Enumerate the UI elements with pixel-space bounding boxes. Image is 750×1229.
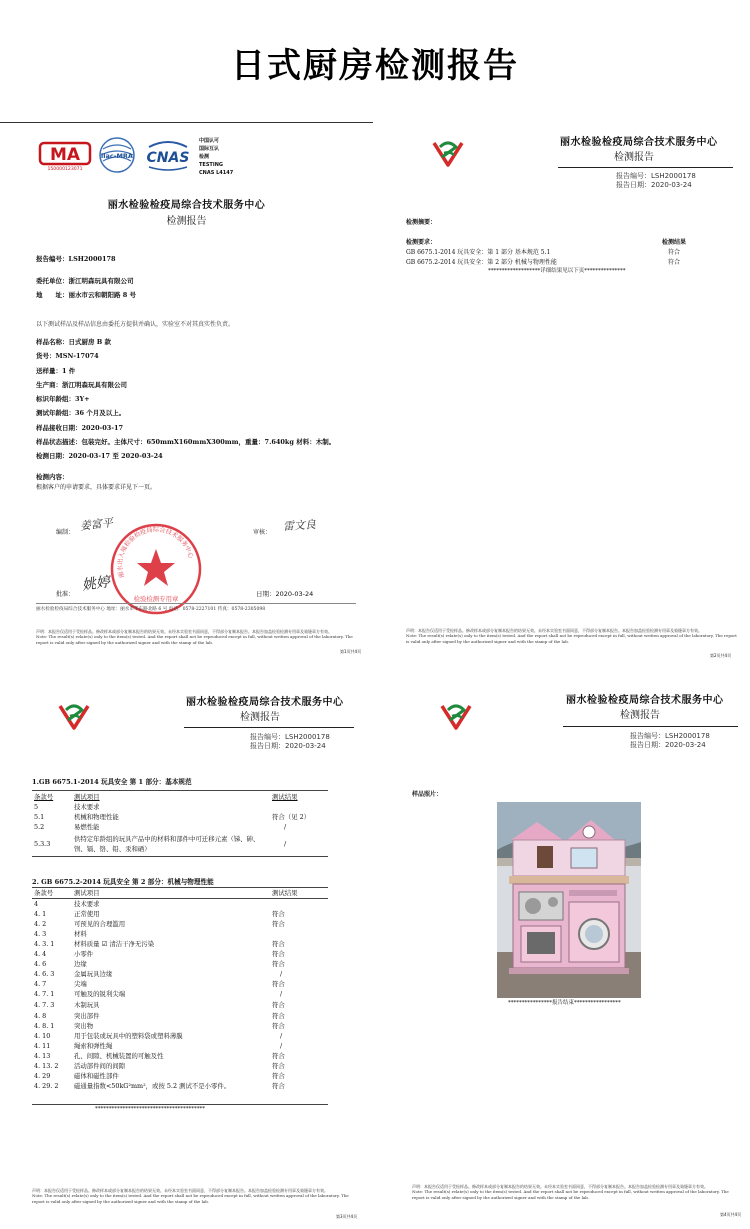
- info-row: [36, 335, 335, 349]
- test-item: 小零件: [74, 949, 94, 958]
- column-header: 条款号: [34, 888, 54, 897]
- table-row: [32, 909, 328, 919]
- disclaimer: [36, 629, 366, 645]
- table-row: [32, 959, 328, 969]
- clause-no: 4. 7. 1: [34, 989, 55, 998]
- table-row: [32, 1021, 328, 1031]
- report-page-3: [0, 684, 373, 1224]
- test-item: 供特定年龄组的玩具产品中的材料和部件中可迁移元素（锑、砷、钡、镉、铬、铅、汞和硒）: [74, 835, 260, 853]
- disclaimer-en: Note: The result(s) relate(s) only to the item(s) tested. And the report shall not be reproduced except in full, without written approval of the laboratory. The report is valid only after signed by the authorized signer and with the stamp of the lab.: [406, 633, 737, 644]
- inspection-logo-icon: [56, 700, 92, 732]
- test-result: /: [284, 839, 287, 848]
- test-result: 符合: [272, 979, 285, 988]
- test-item: 金属玩具边缘: [74, 969, 113, 978]
- test-item: 机械和物理性能: [74, 812, 119, 821]
- field-value: 浙江明森玩具有限公司: [62, 380, 127, 389]
- ilac-mra-logo-icon: [97, 135, 137, 179]
- approver-signature: 姚婷: [80, 574, 111, 594]
- section-1-title: 1.GB 6675.1-2014 玩具安全 第 1 部分：基本规范: [32, 778, 192, 786]
- clause-no: 4. 8: [34, 1011, 47, 1020]
- field-label: 样品状态描述：: [36, 438, 82, 447]
- test-result: 符合: [272, 1021, 285, 1030]
- test-result: 符合: [272, 1071, 285, 1080]
- report-label: 检测报告: [166, 216, 207, 227]
- table-row: [32, 979, 328, 989]
- clause-no: 4. 3: [34, 929, 47, 938]
- org-name: 丽水检验检疫局综合技术服务中心: [186, 697, 344, 708]
- table-row: [32, 1071, 328, 1081]
- field-value: 2020-03-17 至 2020-03-24: [68, 452, 163, 461]
- info-row: [36, 349, 335, 363]
- result-label: 检测结果: [662, 239, 687, 246]
- accreditation-block: [199, 137, 233, 177]
- clause-no: 4. 13: [34, 1051, 51, 1060]
- table-row: [32, 822, 328, 832]
- test-item: 技术要求: [74, 802, 100, 811]
- table-row: [32, 1081, 328, 1091]
- clause-no: 5.2: [34, 822, 45, 831]
- info-row: [36, 364, 335, 378]
- editor-signature: 姜富平: [79, 516, 114, 533]
- accred-line: TESTING: [199, 162, 223, 168]
- table-row: [32, 1051, 328, 1061]
- intro-text: 以下测试样品及样品信息由委托方提供并确认，实验室不对其真实性负责。: [36, 321, 235, 328]
- report-page-1: [0, 122, 373, 660]
- summary-label: 检测摘要：: [406, 219, 437, 226]
- table-row: [32, 999, 328, 1011]
- field-value: LSH2000178: [68, 255, 116, 263]
- page-number: 第4页共4页: [720, 1212, 742, 1217]
- table-row: [32, 899, 328, 909]
- disclaimer-cn: 声明：本报告仅适用于受检样品。修改样本或部分复制本报告的结果无效。未经本实验室书面同意，不得部分复制本报告。本报告加盖检验检测专用章及骑缝章方有效。: [36, 629, 332, 634]
- report-date: 报告日期：2020-03-24: [250, 742, 326, 750]
- accred-line: CNAS L4147: [199, 170, 234, 176]
- section-2-table: [32, 888, 328, 898]
- report-end-line: ****************报告结束*****************: [508, 1000, 621, 1006]
- address-line: [36, 291, 136, 300]
- clause-no: 4. 4: [34, 949, 47, 958]
- test-item: 活动部件间的间隙: [74, 1061, 126, 1070]
- disclaimer-cn: 声明：本报告仅适用于受检样品。修改样本或部分复制本报告的结果无效。未经本实验室书面同意，不得部分复制本报告。本报告加盖检验检测专用章及骑缝章方有效。: [406, 628, 702, 633]
- accred-line: 中国认可: [199, 138, 220, 144]
- report-no: 报告编号：LSH2000178: [250, 733, 330, 741]
- field-value: 3Y+: [75, 395, 90, 404]
- disclaimer-cn: 声明：本报告仅适用于受检样品。修改样本或部分复制本报告的结果无效。未经本实验室书面同意，不得部分复制本报告。本报告加盖检验检测专用章及骑缝章方有效。: [412, 1184, 708, 1189]
- field-value: 1 件: [62, 366, 76, 375]
- continuation-line: *******************详细结果见以下页***************: [488, 268, 626, 274]
- test-result: 符合: [272, 939, 285, 948]
- field-label: 测试年龄组：: [36, 409, 75, 418]
- clause-no: 4. 1: [34, 909, 47, 918]
- field-value: 丽水市云和朝阳路 8 号: [68, 291, 137, 299]
- field-value: 包装完好。主体尺寸：650mmX160mmX300mm，重量：7.640kg 材料：木制。: [81, 438, 336, 447]
- test-item: 可触及的锐利尖端: [74, 989, 126, 998]
- org-name: 丽水检验检疫局综合技术服务中心: [566, 695, 724, 706]
- table-row: [32, 1031, 328, 1041]
- info-row: [36, 378, 335, 392]
- clause-no: 4. 6. 3: [34, 969, 55, 978]
- date-label: 日期：: [256, 590, 276, 598]
- test-result: /: [280, 989, 283, 998]
- column-header: 测试结果: [272, 888, 298, 897]
- field-value: MSN-17074: [55, 352, 99, 361]
- test-item: 尖端: [74, 979, 87, 988]
- field-label: 检测日期：: [36, 452, 69, 461]
- table-row: [32, 812, 328, 822]
- disclaimer: [406, 628, 740, 644]
- field-label: 委托单位：: [36, 277, 69, 285]
- reviewer-label: 审核：: [253, 529, 272, 536]
- ma-logo-text: MA: [49, 145, 81, 165]
- table-row: [32, 919, 328, 929]
- disclaimer-en: Note: The result(s) relate(s) only to the item(s) tested. And the report shall not be reproduced except in full, without written approval of the laboratory. The report is valid only after signed by the authorized signer and with the stamp of the lab.: [32, 1193, 349, 1204]
- date-value: 2020-03-24: [275, 590, 314, 598]
- clause-no: 4: [34, 899, 39, 908]
- test-item: 孔、间隙、机械装置的可触及性: [74, 1051, 164, 1060]
- report-date: 报告日期：2020-03-24: [630, 741, 706, 749]
- clause-no: 4. 2: [34, 919, 47, 928]
- requirement-row: GB 6675.1-2014 玩具安全：第 1 部分 基本规范 5.1: [406, 249, 551, 256]
- report-date: 报告日期：2020-03-24: [616, 181, 692, 189]
- clause-no: 4. 8. 1: [34, 1021, 55, 1030]
- table-row: [32, 1011, 328, 1021]
- inspection-logo-icon: [430, 137, 466, 169]
- table-row: [32, 949, 328, 959]
- test-result: [270, 802, 328, 812]
- clause-no: 4. 13. 2: [34, 1061, 59, 1070]
- table-end-line: ****************************************: [95, 1106, 205, 1112]
- test-result: /: [280, 1031, 283, 1040]
- test-result: 符合: [272, 919, 285, 928]
- cnas-logo-text: CNAS: [146, 150, 190, 166]
- approver-label: 批准：: [56, 591, 75, 598]
- table-row: [32, 969, 328, 979]
- clause-no: 4. 6: [34, 959, 47, 968]
- info-row: [36, 435, 335, 449]
- accred-line: 检测: [199, 154, 210, 160]
- requirement-row: GB 6675.2-2014 玩具安全：第 2 部分 机械与物理性能: [406, 259, 557, 266]
- test-result: 符合: [272, 909, 285, 918]
- ilac-logo-text: ilac-MRA: [101, 152, 133, 160]
- test-item: 易燃性能: [74, 822, 100, 831]
- clause-no: 4. 7: [34, 979, 47, 988]
- inspection-logo-icon: [438, 700, 474, 732]
- info-row: [36, 406, 335, 420]
- table-header-row: [32, 792, 328, 802]
- report-label: 检测报告: [614, 152, 654, 163]
- content-label: 检测内容：: [36, 473, 69, 481]
- date-row: [256, 590, 313, 599]
- report-no-line: [36, 255, 116, 264]
- test-item: 技术要求: [74, 899, 100, 908]
- photo-label: 样品照片：: [412, 791, 443, 798]
- field-label: 送样量：: [36, 366, 62, 375]
- test-result: 符合: [272, 959, 285, 968]
- test-result: /: [280, 1041, 283, 1050]
- field-value: 36 个月及以上。: [75, 409, 126, 418]
- test-result: 符合（见 2）: [272, 812, 311, 821]
- table-row: [32, 1041, 328, 1051]
- test-result: /: [280, 969, 283, 978]
- field-value: 浙江明森玩具有限公司: [68, 277, 134, 285]
- column-header: 条款号: [34, 792, 54, 801]
- seal-text: 丽水出入境检验检疫局综合技术服务中心: [116, 526, 195, 579]
- info-row: [36, 449, 335, 463]
- reviewer-signature: 雷文良: [282, 517, 317, 534]
- test-result: 符合: [272, 1081, 285, 1090]
- test-item: 正常使用: [74, 909, 100, 918]
- sample-info: [36, 335, 335, 464]
- cma-logo-icon: [38, 141, 92, 171]
- test-result: [270, 929, 328, 939]
- disclaimer-cn: 声明：本报告仅适用于受检样品。修改样本或部分复制本报告的结果无效。未经本实验室书面同意，不得部分复制本报告。本报告加盖检验检测专用章及骑缝章方有效。: [32, 1188, 328, 1193]
- report-no: 报告编号：LSH2000178: [616, 172, 696, 180]
- lab-address-line: 丽水检验检疫局综合技术服务中心 地址：丽水市华东路北路 6 号 电话：0578-2227101 传真：0578-2305098: [36, 607, 266, 612]
- report-label: 检测报告: [240, 712, 280, 723]
- editor-label: 编制：: [56, 529, 75, 536]
- clause-no: 4. 3. 1: [34, 939, 55, 948]
- clause-no: 4. 29: [34, 1071, 51, 1080]
- test-item: 突出物: [74, 1021, 94, 1030]
- field-label: 地 址：: [36, 291, 69, 299]
- test-item: 材料: [74, 929, 87, 938]
- column-header: 测试项目: [74, 792, 100, 801]
- requirement-label: 检测要求：: [406, 239, 437, 246]
- test-item: 磁体和磁性部件: [74, 1071, 119, 1080]
- test-result: 符合: [272, 949, 285, 958]
- disclaimer-en: Note: The result(s) relate(s) only to the item(s) tested. And the report shall not be reproduced except in full, without written approval of the laboratory. The report is valid only after signed by the authorized signer and with the stamp of the lab.: [412, 1189, 729, 1200]
- ma-logo-code: 150000123071: [47, 167, 83, 171]
- clause-no: 4. 10: [34, 1031, 51, 1040]
- field-label: 货号：: [36, 352, 56, 361]
- test-item: 木制玩具: [74, 1000, 100, 1009]
- disclaimer-en: Note: The result(s) relate(s) only to the item(s) tested. And the report shall not be reproduced except in full, without written approval of the laboratory. The report is valid only after signed by the authorized signer and with the stamp of the lab.: [36, 634, 353, 645]
- section-2-title: 2. GB 6675.2-2014 玩具安全 第 2 部分：机械与物理性能: [32, 878, 214, 886]
- report-no: 报告编号：LSH2000178: [630, 732, 710, 740]
- table-row: [32, 929, 328, 939]
- result-cell: 符合: [668, 259, 681, 266]
- field-label: 生产商：: [36, 380, 62, 389]
- page-number: 第3页共4页: [336, 1214, 358, 1219]
- test-item: 边缘: [74, 959, 87, 968]
- column-header: 测试项目: [74, 888, 100, 897]
- test-result: 符合: [272, 1051, 285, 1060]
- table-header-row: [32, 888, 328, 898]
- clause-no: 5: [34, 802, 39, 811]
- test-result: 符合: [272, 1011, 285, 1020]
- clause-no: 5.1: [34, 812, 45, 821]
- field-label: 样品名称：: [36, 338, 69, 346]
- test-item: 用于包装或玩具中的塑料袋或塑料薄膜: [74, 1031, 183, 1040]
- test-result: /: [284, 822, 287, 831]
- clause-no: 4. 7. 3: [34, 1000, 55, 1009]
- client-line: [36, 277, 134, 286]
- seal-sub-text: 检验检测专用章: [133, 595, 179, 603]
- main-title: 日式厨房检测报告: [231, 46, 519, 86]
- field-value: 日式厨房 B 款: [68, 338, 112, 346]
- field-value: 2020-03-17: [81, 423, 124, 432]
- field-label: 样品接收日期：: [36, 423, 82, 432]
- section-1-table: [32, 792, 328, 856]
- cnas-logo-icon: [143, 139, 193, 173]
- test-result: [270, 899, 328, 909]
- report-page-2: [400, 122, 750, 662]
- test-result: 符合: [272, 1061, 285, 1070]
- accred-line: 国际互认: [199, 146, 220, 152]
- page-number: 第2页共4页: [710, 653, 732, 658]
- field-label: 标识年龄组：: [36, 395, 75, 404]
- test-item: 绳索和弹性绳: [74, 1041, 113, 1050]
- report-label: 检测报告: [620, 710, 660, 721]
- disclaimer: [412, 1184, 742, 1200]
- org-name: 丽水检验检疫局综合技术服务中心: [107, 200, 266, 211]
- field-label: 报告编号：: [36, 255, 69, 263]
- test-item: 磁通量指数<50kG²mm²，或按 5.2 测试不是小零件。: [74, 1081, 231, 1090]
- test-result: 符合: [272, 1000, 285, 1009]
- test-item: 突出部件: [74, 1011, 100, 1020]
- section-2-table-body: [32, 899, 328, 1091]
- table-row: [32, 802, 328, 812]
- content-text: 根据客户的申请要求，具体要求详见下一页。: [36, 484, 157, 491]
- info-row: [36, 421, 335, 435]
- test-item: 可预见的合理滥用: [74, 919, 126, 928]
- org-name: 丽水检验检疫局综合技术服务中心: [560, 137, 718, 148]
- table-row: [32, 939, 328, 949]
- report-page-4: [400, 684, 750, 1224]
- test-item: 材料质量 ☑ 清洁干净无污染: [74, 939, 155, 948]
- clause-no: 5.3.3: [34, 839, 51, 848]
- table-row: [32, 1061, 328, 1071]
- page-number: 第1页共4页: [340, 649, 362, 654]
- table-row: [32, 832, 328, 856]
- disclaimer: [32, 1188, 362, 1204]
- table-row: [32, 989, 328, 999]
- clause-no: 4. 29. 2: [34, 1081, 59, 1090]
- sample-photo: [497, 802, 641, 998]
- result-cell: 符合: [668, 249, 681, 256]
- info-row: [36, 392, 335, 406]
- column-header: 测试结果: [272, 792, 298, 801]
- clause-no: 4. 11: [34, 1041, 51, 1050]
